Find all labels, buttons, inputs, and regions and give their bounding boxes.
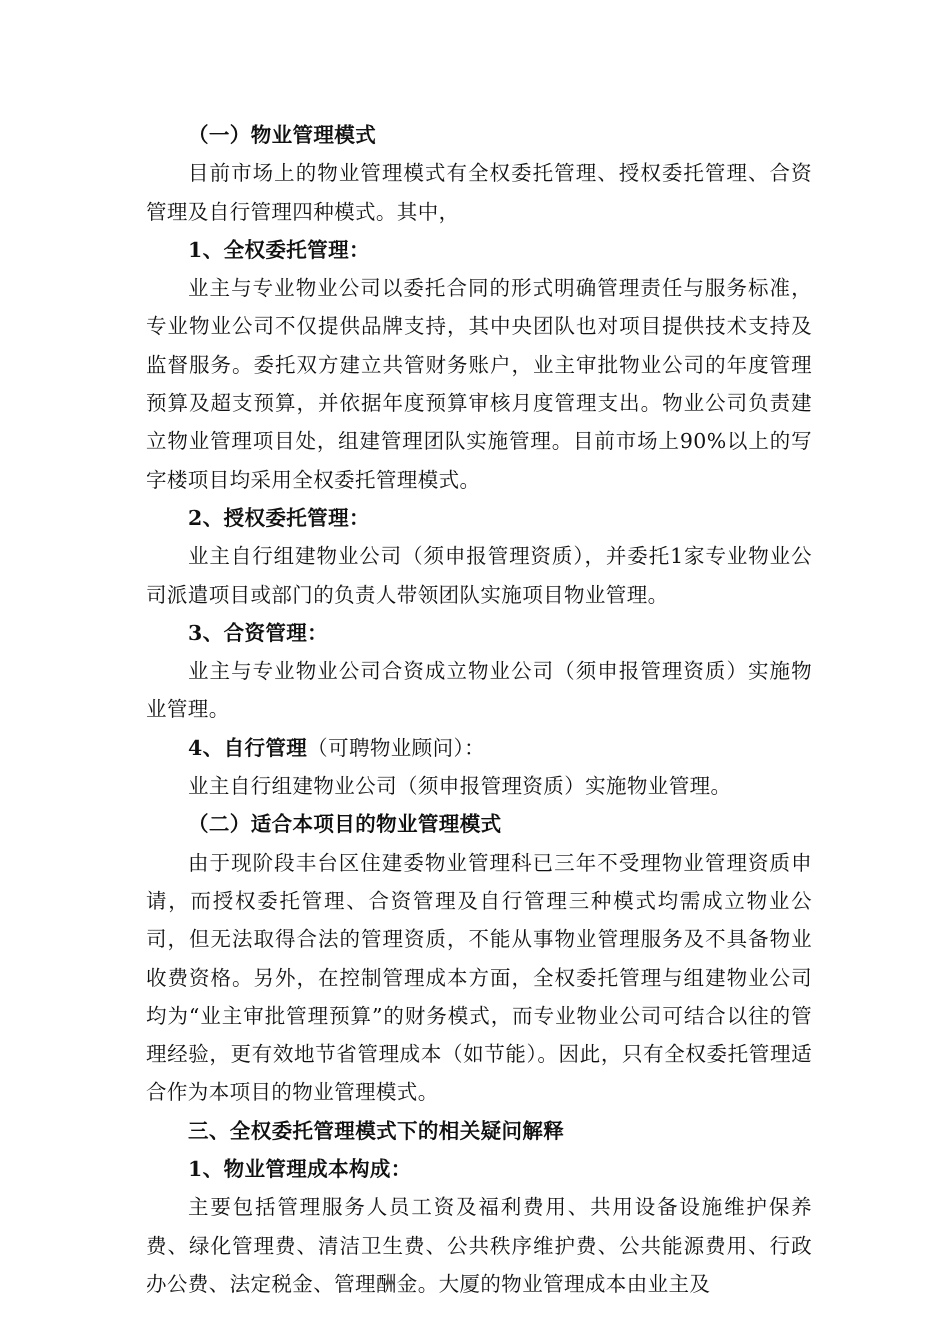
mode3-paragraph: 业主与专业物业公司合资成立物业公司（须申报管理资质）实施物业管理。 [146,659,812,722]
document-body [146,116,812,1303]
mode1-paragraph: 业主与专业物业公司以委托合同的形式明确管理责任与服务标准，专业物业公司不仅提供品牌支持，其中央团队也对项目提供技术支持及监督服务。委托双方建立共管财务账户，业主审批物业公司的年度管理预算及超支预算，并依据年度预算审核月度管理支出。物业公司负责建立物业管理项目处，组建管理团队实施管理。目前市场上90%以上的写字楼项目均采用全权委托管理模式。 [146,276,812,492]
mode2-paragraph: 业主自行组建物业公司（须申报管理资质），并委托1家专业物业公司派遣项目或部门的负责人带领团队实施项目物业管理。 [146,544,812,607]
cost-paragraph: 主要包括管理服务人员工资及福利费用、共用设备设施维护保养费、绿化管理费、清洁卫生费、公共秩序维护费、公共能源费用、行政办公费、法定税金、管理酬金。大厦的物业管理成本由业主及 [146,1195,812,1296]
section2-paragraph: 由于现阶段丰台区住建委物业管理科已三年不受理物业管理资质申请，而授权委托管理、合资管理及自行管理三种模式均需成立物业公司，但无法取得合法的管理资质，不能从事物业管理服务及不具备物业收费资格。另外，在控制管理成本方面，全权委托管理与组建物业公司均为“业主审批管理预算”的财务模式，而专业物业公司可结合以往的管理经验，更有效地节省管理成本（如节能）。因此，只有全权委托管理适合作为本项目的物业管理模式。 [146,850,812,1105]
cost-heading: 1、物业管理成本构成： [188,1157,412,1182]
mode4-note: （可聘物业顾问）： [307,735,486,760]
section3-heading: 三、全权委托管理模式下的相关疑问解释 [188,1118,565,1143]
mode4-heading-line [146,729,812,767]
mode2-heading: 2、授权委托管理： [188,505,370,530]
mode3-heading: 3、合资管理： [188,620,329,645]
intro-paragraph: 目前市场上的物业管理模式有全权委托管理、授权委托管理、合资管理及自行管理四种模式。其中， [146,161,812,224]
mode1-heading: 1、全权委托管理： [188,237,370,262]
mode4-paragraph: 业主自行组建物业公司（须申报管理资质）实施物业管理。 [188,774,732,799]
section1-heading: （一）物业管理模式 [188,123,377,147]
mode4-heading: 4、自行管理 [188,735,308,760]
section2-heading: （二）适合本项目的物业管理模式 [188,812,502,837]
